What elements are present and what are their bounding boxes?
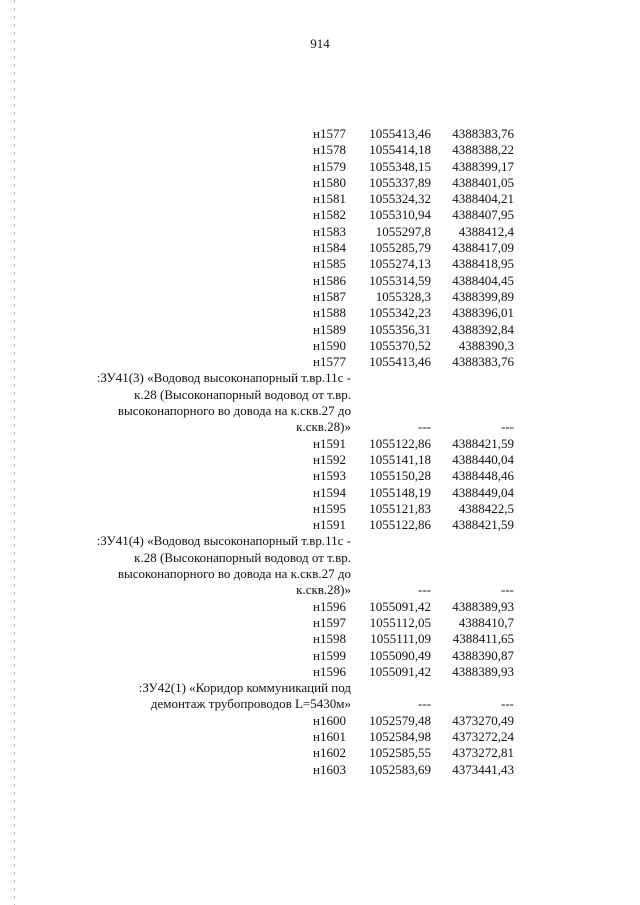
point-label: н1594 bbox=[313, 484, 346, 500]
x-coordinate: 1055342,23 bbox=[369, 305, 431, 321]
y-coordinate: 4388401,05 bbox=[452, 174, 514, 190]
x-coordinate: 1052584,98 bbox=[369, 728, 431, 744]
y-coordinate: 4373272,81 bbox=[452, 745, 514, 761]
coordinate-row bbox=[0, 664, 640, 680]
y-coordinate: 4388410,7 bbox=[458, 614, 514, 630]
empty-coordinate-dash: --- bbox=[501, 419, 514, 435]
point-label: н1578 bbox=[313, 142, 346, 158]
empty-coordinate-dash: --- bbox=[501, 696, 514, 712]
point-label: н1599 bbox=[313, 647, 346, 663]
parcel-heading-text: :ЗУ42(1) «Коридор коммуникаций под bbox=[138, 680, 351, 696]
x-coordinate: 1055328,3 bbox=[375, 288, 431, 304]
point-label: н1597 bbox=[313, 614, 346, 630]
parcel-section bbox=[0, 370, 640, 533]
parcel-heading-text: к.28 (Высоконапорный водовод от т.вр. bbox=[134, 549, 351, 565]
x-coordinate: 1055141,18 bbox=[369, 451, 431, 467]
x-coordinate: 1055111,09 bbox=[370, 631, 431, 647]
coordinate-row bbox=[0, 175, 640, 191]
coordinate-row bbox=[0, 452, 640, 468]
coordinate-row bbox=[0, 191, 640, 207]
x-coordinate: 1055122,86 bbox=[369, 435, 431, 451]
coordinate-row bbox=[0, 338, 640, 354]
y-coordinate: 4388421,59 bbox=[452, 517, 514, 533]
parcel-heading-text: к.скв.28)» bbox=[296, 582, 351, 598]
x-coordinate: 1055091,42 bbox=[369, 598, 431, 614]
coordinate-row bbox=[0, 762, 640, 778]
y-coordinate: 4388449,04 bbox=[452, 484, 514, 500]
empty-coordinate-dash: --- bbox=[418, 419, 431, 435]
y-coordinate: 4388417,09 bbox=[452, 240, 514, 256]
parcel-heading-line bbox=[0, 533, 640, 549]
y-coordinate: 4373272,24 bbox=[452, 728, 514, 744]
point-label: н1601 bbox=[313, 728, 346, 744]
y-coordinate: 4388392,84 bbox=[452, 321, 514, 337]
point-label: н1603 bbox=[313, 761, 346, 777]
y-coordinate: 4388411,65 bbox=[452, 631, 514, 647]
point-label: н1596 bbox=[313, 598, 346, 614]
parcel-heading-text: высоконапорного во довода на к.скв.27 до bbox=[117, 566, 351, 582]
empty-coordinate-dash: --- bbox=[501, 582, 514, 598]
point-label: н1591 bbox=[313, 435, 346, 451]
y-coordinate: 4388399,17 bbox=[452, 158, 514, 174]
point-label: н1602 bbox=[313, 745, 346, 761]
parcel-heading-line bbox=[0, 419, 640, 435]
y-coordinate: 4388412,4 bbox=[458, 223, 514, 239]
parcel-heading-text: к.28 (Высоконапорный водовод от т.вр. bbox=[134, 386, 351, 402]
x-coordinate: 1055091,42 bbox=[369, 663, 431, 679]
y-coordinate: 4388440,04 bbox=[452, 451, 514, 467]
x-coordinate: 1055413,46 bbox=[369, 126, 431, 141]
x-coordinate: 1055370,52 bbox=[369, 337, 431, 353]
point-label: н1593 bbox=[313, 468, 346, 484]
y-coordinate: 4388422,5 bbox=[458, 500, 514, 516]
coordinate-row bbox=[0, 648, 640, 664]
coordinate-row bbox=[0, 240, 640, 256]
point-label: н1595 bbox=[313, 500, 346, 516]
x-coordinate: 1052585,55 bbox=[369, 745, 431, 761]
y-coordinate: 4388448,46 bbox=[452, 468, 514, 484]
parcel-section bbox=[0, 680, 640, 778]
x-coordinate: 1055121,83 bbox=[369, 500, 431, 516]
y-coordinate: 4388390,87 bbox=[452, 647, 514, 663]
y-coordinate: 4388389,93 bbox=[452, 663, 514, 679]
x-coordinate: 1055414,18 bbox=[369, 142, 431, 158]
point-label: н1587 bbox=[313, 288, 346, 304]
parcel-heading-text: высоконапорного во довода на к.скв.27 до bbox=[117, 403, 351, 419]
parcel-section bbox=[0, 126, 640, 370]
parcel-heading-text: :ЗУ41(3) «Водовод высоконапорный т.вр.11с - bbox=[96, 370, 351, 386]
x-coordinate: 1055348,15 bbox=[369, 158, 431, 174]
coordinate-row bbox=[0, 729, 640, 745]
page-number: 914 bbox=[310, 36, 330, 51]
x-coordinate: 1055150,28 bbox=[369, 468, 431, 484]
coordinate-row bbox=[0, 305, 640, 321]
point-label: н1598 bbox=[313, 631, 346, 647]
coordinate-row bbox=[0, 224, 640, 240]
x-coordinate: 1052583,69 bbox=[369, 761, 431, 777]
parcel-heading-line bbox=[0, 680, 640, 696]
point-label: н1579 bbox=[313, 158, 346, 174]
coordinate-row bbox=[0, 159, 640, 175]
y-coordinate: 4388404,45 bbox=[452, 272, 514, 288]
point-label: н1596 bbox=[313, 663, 346, 679]
coordinate-row bbox=[0, 745, 640, 761]
coordinate-row bbox=[0, 501, 640, 517]
x-coordinate: 1055324,32 bbox=[369, 191, 431, 207]
x-coordinate: 1055314,59 bbox=[369, 272, 431, 288]
x-coordinate: 1055122,86 bbox=[369, 517, 431, 533]
y-coordinate: 4388399,89 bbox=[452, 288, 514, 304]
parcel-heading-text: :ЗУ41(4) «Водовод высоконапорный т.вр.11с - bbox=[96, 533, 351, 549]
coordinate-row bbox=[0, 273, 640, 289]
point-label: н1585 bbox=[313, 256, 346, 272]
x-coordinate: 1055310,94 bbox=[369, 207, 431, 223]
coordinate-row bbox=[0, 142, 640, 158]
empty-coordinate-dash: --- bbox=[418, 696, 431, 712]
x-coordinate: 1055337,89 bbox=[369, 174, 431, 190]
y-coordinate: 4373270,49 bbox=[452, 712, 514, 728]
point-label: н1592 bbox=[313, 451, 346, 467]
point-label: н1577 bbox=[313, 354, 346, 370]
coordinate-row bbox=[0, 207, 640, 223]
coordinate-row bbox=[0, 256, 640, 272]
x-coordinate: 1052579,48 bbox=[369, 712, 431, 728]
point-label: н1588 bbox=[313, 305, 346, 321]
x-coordinate: 1055413,46 bbox=[369, 354, 431, 370]
y-coordinate: 4388396,01 bbox=[452, 305, 514, 321]
point-label: н1600 bbox=[313, 712, 346, 728]
coordinate-row bbox=[0, 289, 640, 305]
y-coordinate: 4388389,93 bbox=[452, 598, 514, 614]
coordinate-row bbox=[0, 354, 640, 370]
point-label: н1586 bbox=[313, 272, 346, 288]
parcel-heading-line bbox=[0, 582, 640, 598]
parcel-heading-line bbox=[0, 387, 640, 403]
x-coordinate: 1055285,79 bbox=[369, 240, 431, 256]
parcel-heading-line bbox=[0, 403, 640, 419]
parcel-section bbox=[0, 533, 640, 680]
x-coordinate: 1055274,13 bbox=[369, 256, 431, 272]
x-coordinate: 1055356,31 bbox=[369, 321, 431, 337]
x-coordinate: 1055148,19 bbox=[369, 484, 431, 500]
point-label: н1581 bbox=[313, 191, 346, 207]
coordinate-row bbox=[0, 615, 640, 631]
empty-coordinate-dash: --- bbox=[418, 582, 431, 598]
coordinate-row bbox=[0, 322, 640, 338]
point-label: н1589 bbox=[313, 321, 346, 337]
coordinate-row bbox=[0, 485, 640, 501]
coordinate-row bbox=[0, 126, 640, 142]
coordinate-row bbox=[0, 599, 640, 615]
parcel-heading-text: демонтаж трубопроводов L=5430м» bbox=[150, 696, 351, 712]
y-coordinate: 4388421,59 bbox=[452, 435, 514, 451]
point-label: н1577 bbox=[313, 126, 346, 141]
coordinate-row bbox=[0, 436, 640, 452]
y-coordinate: 4388383,76 bbox=[452, 126, 514, 141]
coordinate-row bbox=[0, 468, 640, 484]
y-coordinate: 4388388,22 bbox=[452, 142, 514, 158]
x-coordinate: 1055112,05 bbox=[369, 614, 431, 630]
parcel-heading-line bbox=[0, 566, 640, 582]
y-coordinate: 4388383,76 bbox=[452, 354, 514, 370]
point-label: н1591 bbox=[313, 517, 346, 533]
y-coordinate: 4388404,21 bbox=[452, 191, 514, 207]
coordinate-row bbox=[0, 631, 640, 647]
y-coordinate: 4388390,3 bbox=[458, 337, 514, 353]
parcel-heading-line bbox=[0, 696, 640, 712]
coordinate-row bbox=[0, 517, 640, 533]
y-coordinate: 4388418,95 bbox=[452, 256, 514, 272]
coordinates-listing bbox=[0, 126, 640, 778]
point-label: н1580 bbox=[313, 174, 346, 190]
y-coordinate: 4373441,43 bbox=[452, 761, 514, 777]
parcel-heading-text: к.скв.28)» bbox=[296, 419, 351, 435]
point-label: н1584 bbox=[313, 240, 346, 256]
x-coordinate: 1055297,8 bbox=[375, 223, 431, 239]
coordinate-row bbox=[0, 713, 640, 729]
point-label: н1582 bbox=[313, 207, 346, 223]
y-coordinate: 4388407,95 bbox=[452, 207, 514, 223]
parcel-heading-line bbox=[0, 550, 640, 566]
parcel-heading-line bbox=[0, 370, 640, 386]
x-coordinate: 1055090,49 bbox=[369, 647, 431, 663]
point-label: н1583 bbox=[313, 223, 346, 239]
point-label: н1590 bbox=[313, 337, 346, 353]
